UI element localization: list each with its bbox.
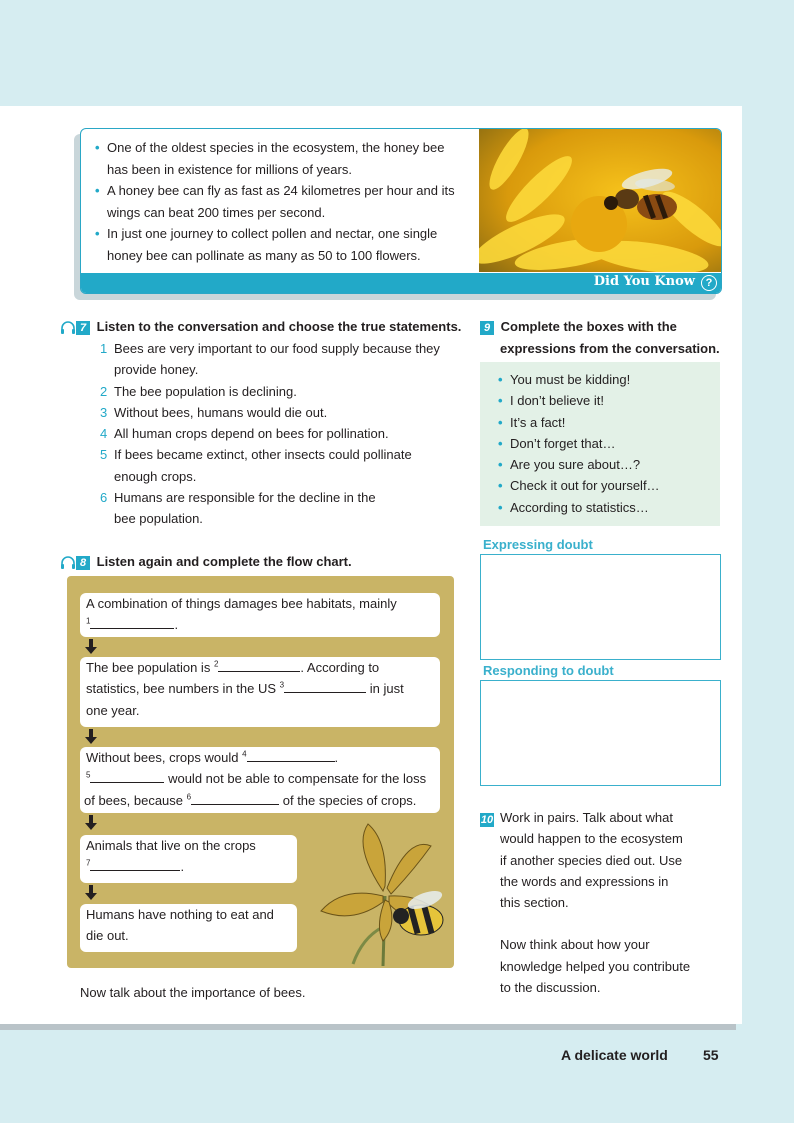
statements-list xyxy=(100,338,460,530)
blank-3[interactable] xyxy=(284,680,366,693)
exercise-number: 9 xyxy=(480,321,494,335)
expressions-box xyxy=(480,362,720,526)
flow-box-1: A combination of things damages bee habitats, mainly $^1$ . xyxy=(80,593,440,637)
down-arrow-icon xyxy=(85,639,97,655)
chapter-title: A delicate world xyxy=(561,1047,668,1063)
expression-item: • Check it out for yourself… xyxy=(498,475,660,496)
did-you-know-box xyxy=(80,128,722,294)
statement-item[interactable]: 6 Humans are responsible for the decline in the bee population. xyxy=(100,490,376,527)
down-arrow-icon xyxy=(85,815,97,831)
exercise-number: 8 xyxy=(76,556,90,570)
statement-item[interactable]: 5 If bees became extinct, other insects could pollinate enough crops. xyxy=(100,447,412,484)
expression-item: • It’s a fact! xyxy=(498,412,660,433)
exercise-instruction: Listen to the conversation and choose the true statements. xyxy=(96,319,462,334)
facts-list xyxy=(95,137,467,266)
flow-box-3: Without bees, crops would $^4$ . $^5$ would not be able to compensate for the loss of bees, because $^6$ of the species of crops. xyxy=(80,747,440,813)
fact-item: • A honey bee can fly as fast as 24 kilometres per hour and its wings can beat 200 times per second. xyxy=(95,180,467,223)
exercise-instruction: Listen again and complete the flow chart. xyxy=(96,554,352,569)
statement-item[interactable]: 4 All human crops depend on bees for pollination. xyxy=(100,426,389,442)
flow-box-2: The bee population is $^2$ . According to statistics, bee numbers in the US $^3$ in just one year. xyxy=(80,657,440,727)
exercise-10-header xyxy=(480,811,494,829)
blank-5[interactable] xyxy=(90,770,164,783)
headphones-icon xyxy=(60,321,76,335)
exercise-9-header xyxy=(480,316,677,337)
blank-4[interactable] xyxy=(247,749,335,762)
expressing-doubt-box[interactable] xyxy=(480,554,721,660)
closing-instruction: Now talk about the importance of bees. xyxy=(80,985,306,1000)
expression-item: • According to statistics… xyxy=(498,497,660,518)
blank-1[interactable] xyxy=(90,616,174,629)
expression-item: • I don’t believe it! xyxy=(498,390,660,411)
page-number: 55 xyxy=(703,1047,719,1063)
flow-box-5: Humans have nothing to eat and die out. xyxy=(80,904,297,952)
page-edge-shadow xyxy=(0,1024,736,1030)
exercise-instruction: expressions from the conversation. xyxy=(500,341,720,356)
bee-on-flower-photo xyxy=(479,129,721,272)
blank-6[interactable] xyxy=(191,792,279,805)
fact-item: • One of the oldest species in the ecosystem, the honey bee has been in existence for millions of years. xyxy=(95,137,467,180)
expression-item: • Are you sure about…? xyxy=(498,454,660,475)
statement-item[interactable]: 2 The bee population is declining. xyxy=(100,383,297,399)
exercise-7-header xyxy=(60,316,461,337)
iris-flower-illustration xyxy=(313,816,453,966)
exercise-number: 10 xyxy=(480,813,494,826)
statement-item[interactable]: 3 Without bees, humans would die out. xyxy=(100,404,328,420)
expressing-doubt-title: Expressing doubt xyxy=(483,537,593,552)
exercise-10-text: Work in pairs. Talk about what would happen to the ecosystem if another species died out. Use the words and expressions in this section. Now think about how your knowledge helped you contribute to the discussion. xyxy=(500,810,691,996)
responding-to-doubt-title: Responding to doubt xyxy=(483,663,614,678)
fact-item: • In just one journey to collect pollen and nectar, one single honey bee can pollinate as many as 50 to 100 flowers. xyxy=(95,223,467,266)
exercise-number: 7 xyxy=(76,321,90,335)
did-you-know-label: Did You Know xyxy=(593,274,695,289)
expression-item: • Don’t forget that… xyxy=(498,433,660,454)
help-icon[interactable]: ? xyxy=(701,275,717,291)
bumblebee-illustration xyxy=(393,887,444,935)
exercise-instruction: Complete the boxes with the xyxy=(500,319,677,334)
expression-item: • You must be kidding! xyxy=(498,369,660,390)
headphones-icon xyxy=(60,556,76,570)
flow-box-4: Animals that live on the crops $^7$ . xyxy=(80,835,297,883)
responding-to-doubt-box[interactable] xyxy=(480,680,721,786)
blank-2[interactable] xyxy=(218,659,300,672)
blank-7[interactable] xyxy=(90,858,180,871)
statement-item[interactable]: 1 Bees are very important to our food supply because they provide honey. xyxy=(100,341,440,378)
down-arrow-icon xyxy=(85,885,97,901)
exercise-8-header xyxy=(60,551,352,572)
did-you-know-bar xyxy=(81,273,721,293)
down-arrow-icon xyxy=(85,729,97,745)
